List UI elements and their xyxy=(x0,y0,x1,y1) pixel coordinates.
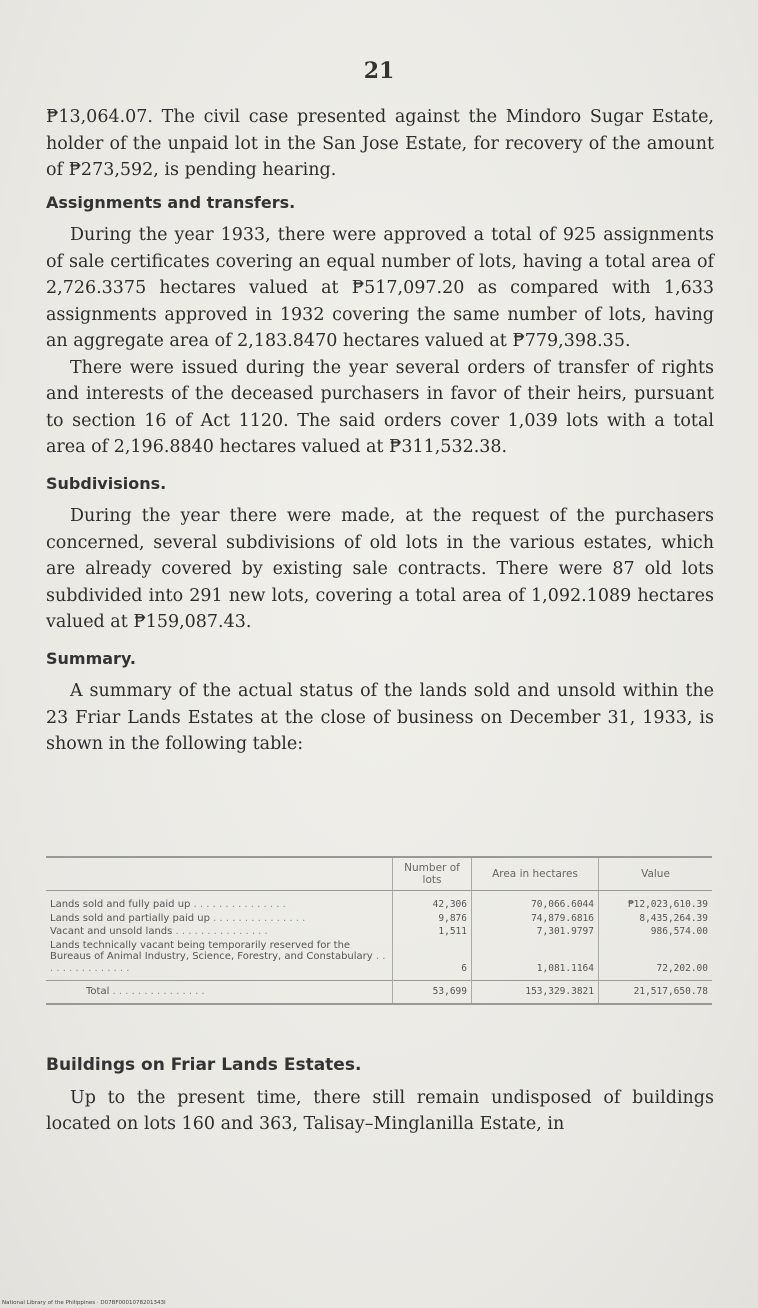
row-area: 74,879.6816 xyxy=(472,912,599,926)
row-lots: 1,511 xyxy=(393,925,472,939)
paragraph: There were issued during the year several orders of transfer of rights and interests of the deceased purchasers in favor of their heirs, pursuant to section 16 of Act 1120. The said orders cover 1,039 lots with a total area of 2,196.8840 hectares valued at ₱311,532.38. xyxy=(46,357,714,457)
row-area: 70,066.6044 xyxy=(472,891,599,912)
page-number: 21 xyxy=(363,58,395,84)
row-label: Vacant and unsold lands . . . xyxy=(46,925,393,939)
intro-paragraph: ₱13,064.07. The civil case presented against the Mindoro Sugar Estate, holder of the unpaid lot in the San Jose Estate, for recovery of the amount of ₱273,592, is pending hearing. xyxy=(46,107,714,180)
row-lots: 6 xyxy=(393,939,472,981)
buildings-section xyxy=(46,1046,714,1138)
footer-credit: National Library of the Philippines · D07BF0001078201343I xyxy=(2,1300,166,1306)
section-assignments xyxy=(46,190,714,461)
table-row xyxy=(46,891,712,912)
total-area: 153,329.3821 xyxy=(472,981,599,1004)
section-heading: Summary. xyxy=(46,648,136,668)
row-value: 986,574.00 xyxy=(599,925,713,939)
paragraph: During the year 1933, there were approved a total of 925 assignments of sale certificates covering an equal number of lots, having a total area of 2,726.3375 hectares valued at ₱517,097.20 as compared with 1,633 assignments approved in 1932 covering the same number of lots, having an aggregate area of 2,183.8470 hectares valued at ₱779,398.35. xyxy=(46,225,714,351)
row-label: Lands sold and partially paid up . . . xyxy=(46,912,393,926)
row-area: 1,081.1164 xyxy=(472,939,599,981)
header-label xyxy=(46,857,393,891)
body-text xyxy=(46,104,714,768)
section-summary xyxy=(46,646,714,758)
header-area: Area in hectares xyxy=(472,857,599,891)
row-value: ₱12,023,610.39 xyxy=(599,891,713,912)
table-row xyxy=(46,925,712,939)
total-lots: 53,699 xyxy=(393,981,472,1004)
section-heading: Assignments and transfers. xyxy=(46,192,296,212)
row-lots: 42,306 xyxy=(393,891,472,912)
row-area: 7,301.9797 xyxy=(472,925,599,939)
table-header-row xyxy=(46,857,712,891)
section-heading: Subdivisions. xyxy=(46,473,167,493)
row-lots: 9,876 xyxy=(393,912,472,926)
header-value: Value xyxy=(599,857,713,891)
table-total-row xyxy=(46,981,712,1004)
paragraph: A summary of the actual status of the lands sold and unsold within the 23 Friar Lands Estates at the close of business on December 31, 1933, is shown in the following table: xyxy=(46,681,714,754)
row-value: 72,202.00 xyxy=(599,939,713,981)
summary-table xyxy=(46,856,712,1005)
section-subdivisions xyxy=(46,471,714,636)
row-label: Lands technically vacant being temporarily reserved for the Bureaus of Animal Industry, Science, Forestry, and Constabulary . . . xyxy=(46,939,393,981)
total-value: 21,517,650.78 xyxy=(599,981,713,1004)
table-row xyxy=(46,939,712,981)
table-row xyxy=(46,912,712,926)
section-heading: Buildings on Friar Lands Estates. xyxy=(46,1055,362,1075)
paragraph: During the year there were made, at the request of the purchasers concerned, several subdivisions of old lots in the various estates, which are already covered by existing sale contracts. There were 87 old lots subdivided into 291 new lots, covering a total area of 1,092.1089 hectares valued at ₱159,087.43. xyxy=(46,506,714,632)
total-label: Total . . . xyxy=(46,981,393,1004)
row-label: Lands sold and fully paid up . . . xyxy=(46,891,393,912)
header-lots: Number of lots xyxy=(393,857,472,891)
paragraph: Up to the present time, there still remain undisposed of buildings located on lots 160 and 363, Talisay–Minglanilla Estate, in xyxy=(46,1087,714,1134)
row-value: 8,435,264.39 xyxy=(599,912,713,926)
